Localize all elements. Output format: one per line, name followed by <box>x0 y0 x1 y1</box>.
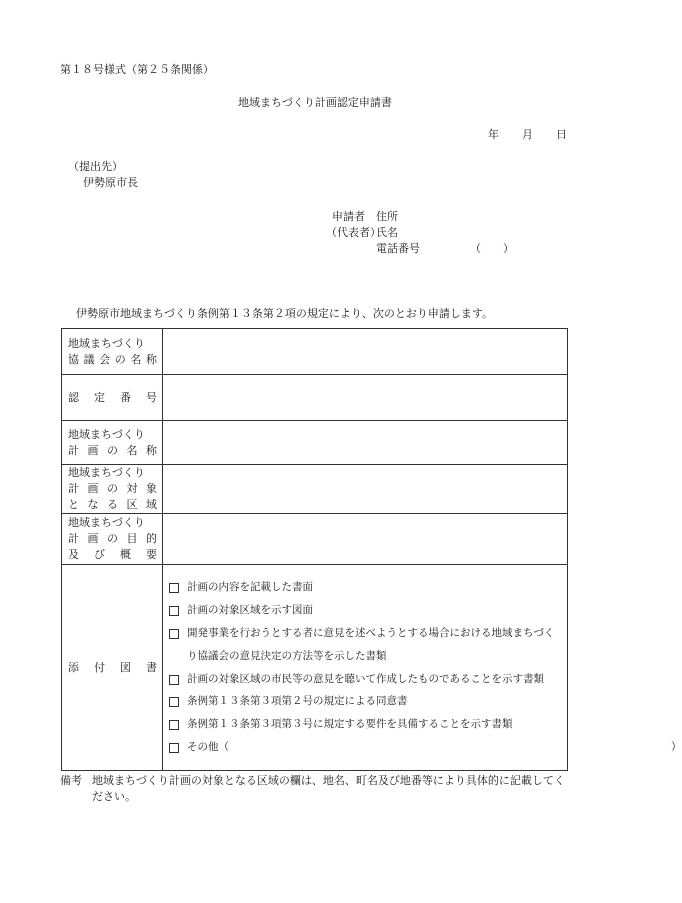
council-name-field[interactable] <box>163 329 568 375</box>
remarks-text: 地域まちづくり計画の対象となる区域の欄は、地名、町名及び地番等により具体的に記載してください。 <box>92 774 565 803</box>
list-item: 開発事業を行おうとする者に意見を述べようとする場合における地域まちづくり協議会の意見決定の方法等を示した書類 <box>169 622 567 668</box>
checkbox[interactable] <box>169 743 179 753</box>
certification-number-label: 認定番号 <box>62 375 163 421</box>
phone-label: 電話番号 <box>376 242 420 255</box>
checkbox[interactable] <box>169 675 179 685</box>
recipient-name: 伊勢原市長 <box>83 176 138 189</box>
remarks-note <box>60 773 572 805</box>
checkbox[interactable] <box>169 629 179 639</box>
date-year-label: 年 <box>488 128 499 141</box>
application-statement: 伊勢原市地域まちづくり条例第１３条第２項の規定により、次のとおり申請します。 <box>76 307 494 320</box>
table-row <box>62 565 568 771</box>
plan-name-field[interactable] <box>163 421 568 465</box>
plan-name-label: 地域まちづくり 計画の名称 <box>62 421 163 465</box>
checkbox[interactable] <box>169 697 179 707</box>
application-table <box>61 328 682 771</box>
attachments-cell <box>163 565 682 771</box>
table-row <box>62 514 568 565</box>
list-item: 条例第１３条第３項第２号の規定による同意書 <box>169 690 567 713</box>
table-row <box>62 329 568 375</box>
list-item: 計画の内容を記載した書面 <box>169 576 567 599</box>
checkbox[interactable] <box>169 583 179 593</box>
form-number: 第１８号様式（第２５条関係） <box>60 63 214 76</box>
date-day-label: 日 <box>556 128 567 141</box>
list-item: 計画の対象区域を示す図面 <box>169 599 567 622</box>
checkbox[interactable] <box>169 720 179 730</box>
date-month-label: 月 <box>522 128 533 141</box>
table-row <box>62 465 568 514</box>
remarks-label: 備考 <box>60 774 82 787</box>
attachments-list <box>163 574 682 760</box>
table-row <box>62 375 568 421</box>
address-label: 住所 <box>376 210 398 223</box>
applicant-role: 申請者 <box>332 210 365 223</box>
phone-parentheses: （ ） <box>470 242 514 255</box>
list-item: 条例第１３条第３項第３号に規定する要件を具備することを示す書類 <box>169 713 567 736</box>
target-area-field[interactable] <box>163 465 568 514</box>
certification-number-field[interactable] <box>163 375 568 421</box>
checkbox[interactable] <box>169 606 179 616</box>
list-item: 計画の対象区域の市民等の意見を聴いて作成したものであることを示す書類 <box>169 668 567 691</box>
list-item-other: その他（ ） <box>169 736 567 759</box>
representative-role: （代表者） <box>326 226 381 239</box>
recipient-heading: （提出先） <box>68 160 123 173</box>
attachments-label: 添付図書 <box>62 565 163 771</box>
target-area-label: 地域まちづくり 計画の対象 となる区域 <box>62 465 163 514</box>
other-close-paren: ） <box>671 740 682 753</box>
name-label: 氏名 <box>376 226 398 239</box>
council-name-label: 地域まちづくり 協議会の名称 <box>62 329 163 375</box>
purpose-overview-label: 地域まちづくり 計画の目的 及び概要 <box>62 514 163 565</box>
purpose-overview-field[interactable] <box>163 514 568 565</box>
table-row <box>62 421 568 465</box>
form-title: 地域まちづくり計画認定申請書 <box>238 96 392 109</box>
